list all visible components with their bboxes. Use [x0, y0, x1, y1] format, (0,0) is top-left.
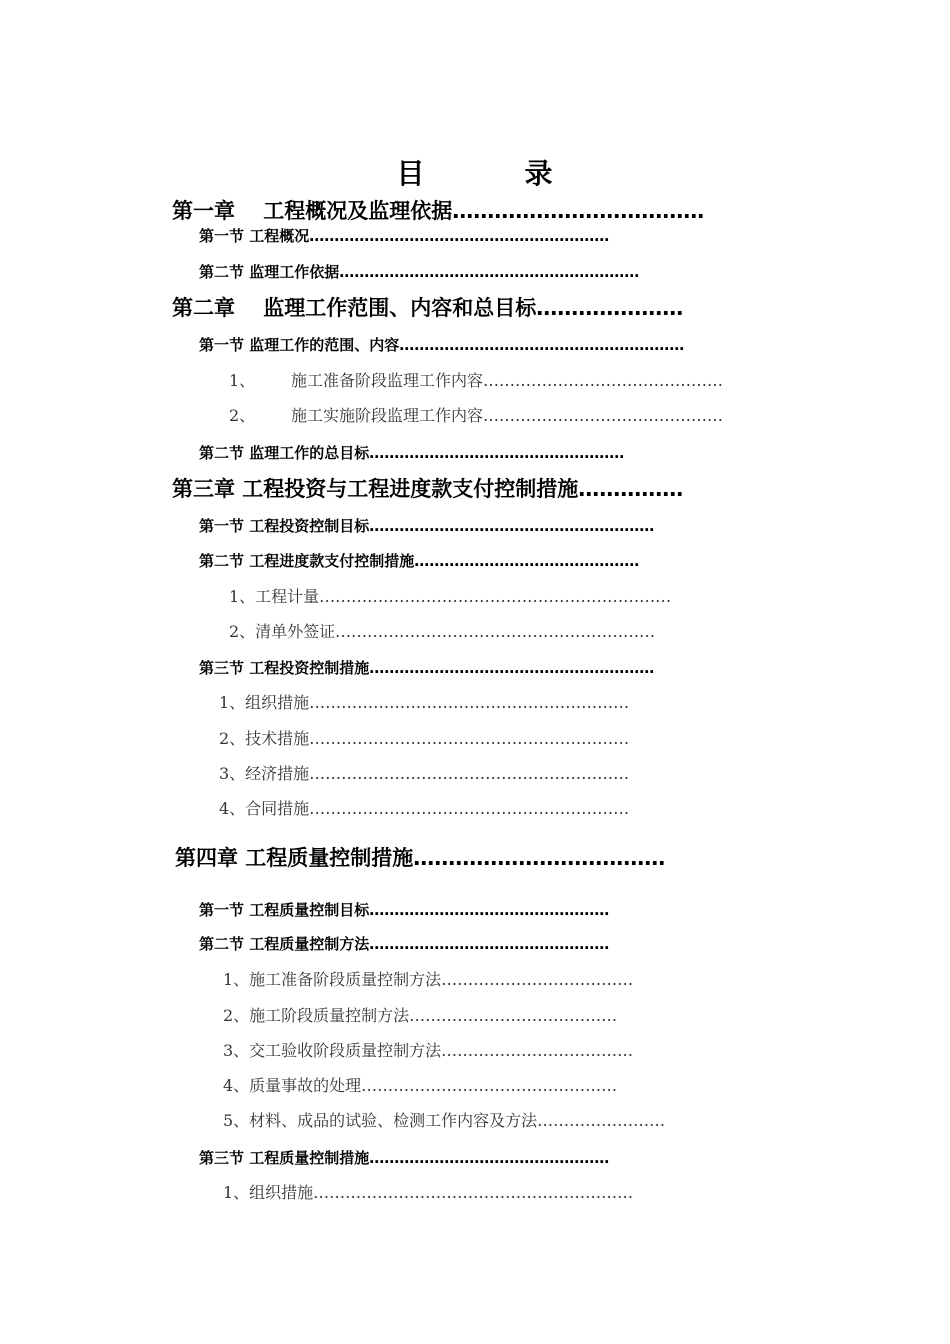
toc-section-1-2[interactable] — [199, 260, 789, 284]
toc-item-4-2-3[interactable] — [223, 1039, 763, 1063]
toc-chapter-4[interactable] — [175, 843, 775, 873]
toc-section-3-3-text: 第三节 工程投资控制措施………………………………………………… — [199, 659, 655, 677]
toc-section-2-2[interactable] — [199, 441, 759, 465]
toc-item-2-1-1[interactable] — [229, 369, 829, 393]
toc-item-2-1-1-text: 施工准备阶段监理工作内容……………………………………… — [291, 371, 724, 390]
toc-chapter-2[interactable] — [172, 293, 772, 323]
toc-item-3-2-2-text: 2、清单外签证…………………………………………………… — [229, 622, 656, 641]
toc-chapter-1-text: 第一章 工程概况及监理依据……………………………… — [172, 199, 705, 223]
toc-item-4-2-3-text: 3、交工验收阶段质量控制方法……………………………… — [223, 1041, 634, 1060]
toc-item-4-3-1-text: 1、组织措施…………………………………………………… — [223, 1183, 634, 1202]
toc-item-4-2-5[interactable] — [223, 1109, 763, 1133]
toc-section-4-2-text: 第二节 工程质量控制方法………………………………………… — [199, 935, 610, 953]
toc-section-3-2-text: 第二节 工程进度款支付控制措施……………………………………… — [199, 552, 640, 570]
toc-item-4-2-5-text: 5、材料、成品的试验、检测工作内容及方法…………………… — [223, 1111, 666, 1130]
toc-section-3-1[interactable] — [199, 514, 769, 538]
toc-section-4-1-text: 第一节 工程质量控制目标………………………………………… — [199, 901, 610, 919]
toc-item-2-1-2-text: 施工实施阶段监理工作内容……………………………………… — [291, 406, 724, 425]
toc-chapter-1[interactable] — [172, 196, 772, 226]
toc-item-2-1-1-num: 1、 — [229, 371, 256, 390]
toc-item-2-1-2-num: 2、 — [229, 406, 256, 425]
toc-section-4-3[interactable] — [199, 1146, 749, 1170]
toc-section-4-2[interactable] — [199, 932, 749, 956]
toc-item-3-3-1-text: 1、组织措施…………………………………………………… — [219, 693, 630, 712]
toc-item-3-3-3[interactable] — [219, 762, 749, 786]
toc-item-4-2-1[interactable] — [223, 968, 763, 992]
toc-item-3-3-4-text: 4、合同措施…………………………………………………… — [219, 799, 630, 818]
toc-section-3-1-text: 第一节 工程投资控制目标………………………………………………… — [199, 517, 655, 535]
toc-item-3-2-2[interactable] — [229, 620, 779, 644]
toc-item-4-2-4[interactable] — [223, 1074, 763, 1098]
toc-item-3-3-2[interactable] — [219, 727, 749, 751]
toc-item-3-3-4[interactable] — [219, 797, 749, 821]
toc-item-3-3-2-text: 2、技术措施…………………………………………………… — [219, 729, 630, 748]
toc-item-4-2-2-text: 2、施工阶段质量控制方法………………………………… — [223, 1006, 618, 1025]
page-title: 目 录 — [396, 157, 589, 190]
toc-section-1-1[interactable] — [199, 224, 759, 248]
toc-section-3-2[interactable] — [199, 549, 769, 573]
toc-chapter-4-text: 第四章 工程质量控制措施……………………………… — [175, 846, 666, 870]
toc-section-1-1-text: 第一节 工程概况…………………………………………………… — [199, 227, 610, 245]
toc-section-4-1[interactable] — [199, 898, 749, 922]
toc-section-2-1-text: 第一节 监理工作的范围、内容………………………………………………… — [199, 336, 685, 354]
toc-item-4-2-2[interactable] — [223, 1004, 763, 1028]
toc-section-2-2-text: 第二节 监理工作的总目标…………………………………………… — [199, 444, 625, 462]
toc-chapter-3-text: 第三章 工程投资与工程进度款支付控制措施…………… — [172, 477, 684, 501]
toc-section-1-2-text: 第二节 监理工作依据…………………………………………………… — [199, 263, 640, 281]
toc-chapter-3[interactable] — [172, 474, 772, 504]
toc-item-4-3-1[interactable] — [223, 1181, 763, 1205]
toc-section-4-3-text: 第三节 工程质量控制措施………………………………………… — [199, 1149, 610, 1167]
toc-item-4-2-4-text: 4、质量事故的处理………………………………………… — [223, 1076, 618, 1095]
toc-item-3-2-1-text: 1、工程计量………………………………………………………… — [229, 587, 672, 606]
toc-item-2-1-2[interactable] — [229, 404, 829, 428]
toc-chapter-2-text: 第二章 监理工作范围、内容和总目标………………… — [172, 296, 684, 320]
toc-item-3-3-1[interactable] — [219, 691, 749, 715]
toc-section-2-1[interactable] — [199, 333, 829, 357]
toc-item-4-2-1-text: 1、施工准备阶段质量控制方法……………………………… — [223, 970, 634, 989]
toc-item-3-3-3-text: 3、经济措施…………………………………………………… — [219, 764, 630, 783]
toc-item-3-2-1[interactable] — [229, 585, 779, 609]
toc-section-3-3[interactable] — [199, 656, 769, 680]
